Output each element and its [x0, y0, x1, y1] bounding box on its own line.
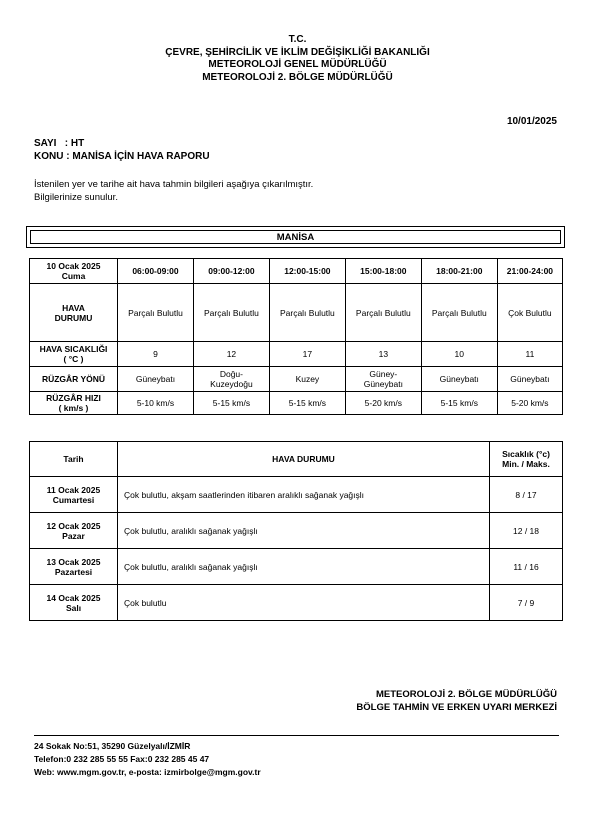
document-meta: [34, 138, 210, 163]
row-date: 11 Ocak 2025: [46, 484, 101, 495]
forecast-day-cell: [30, 259, 118, 284]
wind-speed-cell: 5-20 km/s: [497, 392, 562, 415]
temperature-cell: 9: [118, 342, 194, 367]
hour-range: 12:00-15:00: [269, 259, 345, 284]
footer-web: Web: www.mgm.gov.tr, e-posta: izmirbolge@mgm.gov.tr: [34, 767, 261, 777]
row-day: Cumartesi: [52, 494, 95, 505]
table-row: [30, 513, 563, 549]
weather-label: [30, 284, 118, 342]
weather-cell: Parçalı Bulutlu: [193, 284, 269, 342]
wind-direction-cell: [497, 367, 562, 392]
table-header-row: [30, 442, 563, 477]
weather-cell: Parçalı Bulutlu: [269, 284, 345, 342]
row-date: 13 Ocak 2025: [46, 556, 101, 567]
intro-line: İstenilen yer ve tarihe ait hava tahmin bilgileri aşağıya çıkarılmıştır.: [34, 179, 314, 190]
weather-description: Çok bulutlu, aralıklı sağanak yağışlı: [118, 513, 490, 549]
label-line: HAVA: [62, 302, 85, 313]
daily-forecast-table: [29, 441, 563, 621]
hourly-forecast-table: [29, 258, 563, 415]
footer-divider: [34, 735, 559, 736]
weather-column-header: HAVA DURUMU: [118, 442, 490, 477]
label-line: DURUMU: [54, 312, 93, 323]
province-banner: [26, 226, 565, 248]
row-date: 14 Ocak 2025: [46, 592, 101, 603]
weather-cell: Parçalı Bulutlu: [345, 284, 421, 342]
header-line: Sıcaklık (°c): [502, 449, 550, 459]
hour-range: 06:00-09:00: [118, 259, 194, 284]
directorate-name: METEOROLOJİ GENEL MÜDÜRLÜĞÜ: [208, 59, 387, 70]
table-row: [30, 585, 563, 621]
temperature-label: [30, 342, 118, 367]
table-row: [30, 284, 563, 342]
date-column-header: Tarih: [30, 442, 118, 477]
hour-range: 21:00-24:00: [497, 259, 562, 284]
row-date: 12 Ocak 2025: [46, 520, 101, 531]
wind-direction-cell: [421, 367, 497, 392]
weather-cell: Parçalı Bulutlu: [421, 284, 497, 342]
label-line: RÜZGÂR HIZI: [46, 393, 101, 403]
weather-cell: Parçalı Bulutlu: [118, 284, 194, 342]
temperature-range: 7 / 9: [490, 585, 563, 621]
date-cell: [30, 585, 118, 621]
wind-direction-cell: [345, 367, 421, 392]
header-line: Min. / Maks.: [502, 459, 550, 469]
table-row: [30, 549, 563, 585]
temperature-cell: 17: [269, 342, 345, 367]
date-cell: [30, 477, 118, 513]
forecast-date: 10 Ocak 2025: [46, 261, 101, 271]
wind-speed-label: [30, 392, 118, 415]
table-row: [30, 342, 563, 367]
ministry-name: ÇEVRE, ŞEHİRCİLİK VE İKLİM DEĞİŞİKLİĞİ BAKANLIĞI: [165, 46, 430, 58]
wind-direction-text: Güneybatı: [439, 374, 479, 384]
label-line: HAVA SICAKLIĞI: [39, 344, 108, 354]
wind-direction-text: Kuzeydoğu: [210, 379, 253, 389]
hour-range: 15:00-18:00: [345, 259, 421, 284]
wind-direction-cell: [118, 367, 194, 392]
wind-direction-text: Kuzey: [295, 374, 320, 384]
temperature-range: 11 / 16: [490, 549, 563, 585]
document-date: 10/01/2025: [506, 116, 557, 127]
footer-address: 24 Sokak No:51, 35290 Güzelyalı/İZMİR: [34, 741, 191, 751]
table-row: [30, 477, 563, 513]
header-line: T.C.: [288, 34, 307, 45]
table-row: [30, 367, 563, 392]
wind-speed-cell: 5-20 km/s: [345, 392, 421, 415]
signature-line: METEOROLOJİ 2. BÖLGE MÜDÜRLÜĞÜ: [375, 689, 557, 700]
weather-description: Çok bulutlu, akşam saatlerinden itibaren aralıklı sağanak yağışlı: [118, 477, 490, 513]
temperature-range: 8 / 17: [490, 477, 563, 513]
wind-speed-cell: 5-15 km/s: [269, 392, 345, 415]
wind-speed-cell: 5-15 km/s: [421, 392, 497, 415]
province-name: MANİSA: [30, 230, 561, 244]
temperature-cell: 12: [193, 342, 269, 367]
date-cell: [30, 549, 118, 585]
weather-cell: Çok Bulutlu: [497, 284, 562, 342]
wind-direction-text: Güneybatı: [135, 374, 176, 384]
temperature-cell: 11: [497, 342, 562, 367]
temperature-range: 12 / 18: [490, 513, 563, 549]
label-line: ( °C ): [63, 354, 84, 364]
row-day: Pazar: [62, 530, 85, 541]
regional-directorate-name: METEOROLOJİ 2. BÖLGE MÜDÜRLÜĞÜ: [202, 71, 393, 83]
row-day: Salı: [65, 602, 82, 613]
wind-speed-cell: 5-15 km/s: [193, 392, 269, 415]
footer: [34, 740, 261, 779]
intro-text: [34, 179, 313, 204]
document-header: [0, 34, 595, 84]
reference-number: SAYI : HT: [34, 138, 85, 149]
wind-direction-cell: [269, 367, 345, 392]
hour-range: 09:00-12:00: [193, 259, 269, 284]
wind-direction-text: Güneybatı: [363, 379, 403, 389]
forecast-day-name: Cuma: [61, 271, 86, 281]
table-row: [30, 392, 563, 415]
signature-line: BÖLGE TAHMİN VE ERKEN UYARI MERKEZİ: [356, 702, 557, 713]
wind-direction-label: RÜZGÂR YÖNÜ: [30, 367, 118, 392]
subject: KONU : MANİSA İÇİN HAVA RAPORU: [34, 150, 210, 162]
signature-block: [356, 688, 557, 714]
temperature-cell: 13: [345, 342, 421, 367]
table-row: [30, 259, 563, 284]
date-cell: [30, 513, 118, 549]
wind-direction-cell: [193, 367, 269, 392]
weather-description: Çok bulutlu: [118, 585, 490, 621]
label-line: ( km/s ): [58, 403, 89, 413]
footer-phone: Telefon:0 232 285 55 55 Fax:0 232 285 45 47: [34, 754, 210, 764]
row-day: Pazartesi: [54, 566, 93, 577]
weather-description: Çok bulutlu, aralıklı sağanak yağışlı: [118, 549, 490, 585]
intro-line: Bilgilerinize sunulur.: [34, 191, 118, 203]
wind-direction-text: Doğu-: [219, 369, 243, 379]
wind-direction-text: Güneybatı: [510, 374, 550, 384]
wind-direction-text: Güney-: [369, 369, 398, 379]
temperature-column-header: [490, 442, 563, 477]
hour-range: 18:00-21:00: [421, 259, 497, 284]
temperature-cell: 10: [421, 342, 497, 367]
wind-speed-cell: 5-10 km/s: [118, 392, 194, 415]
